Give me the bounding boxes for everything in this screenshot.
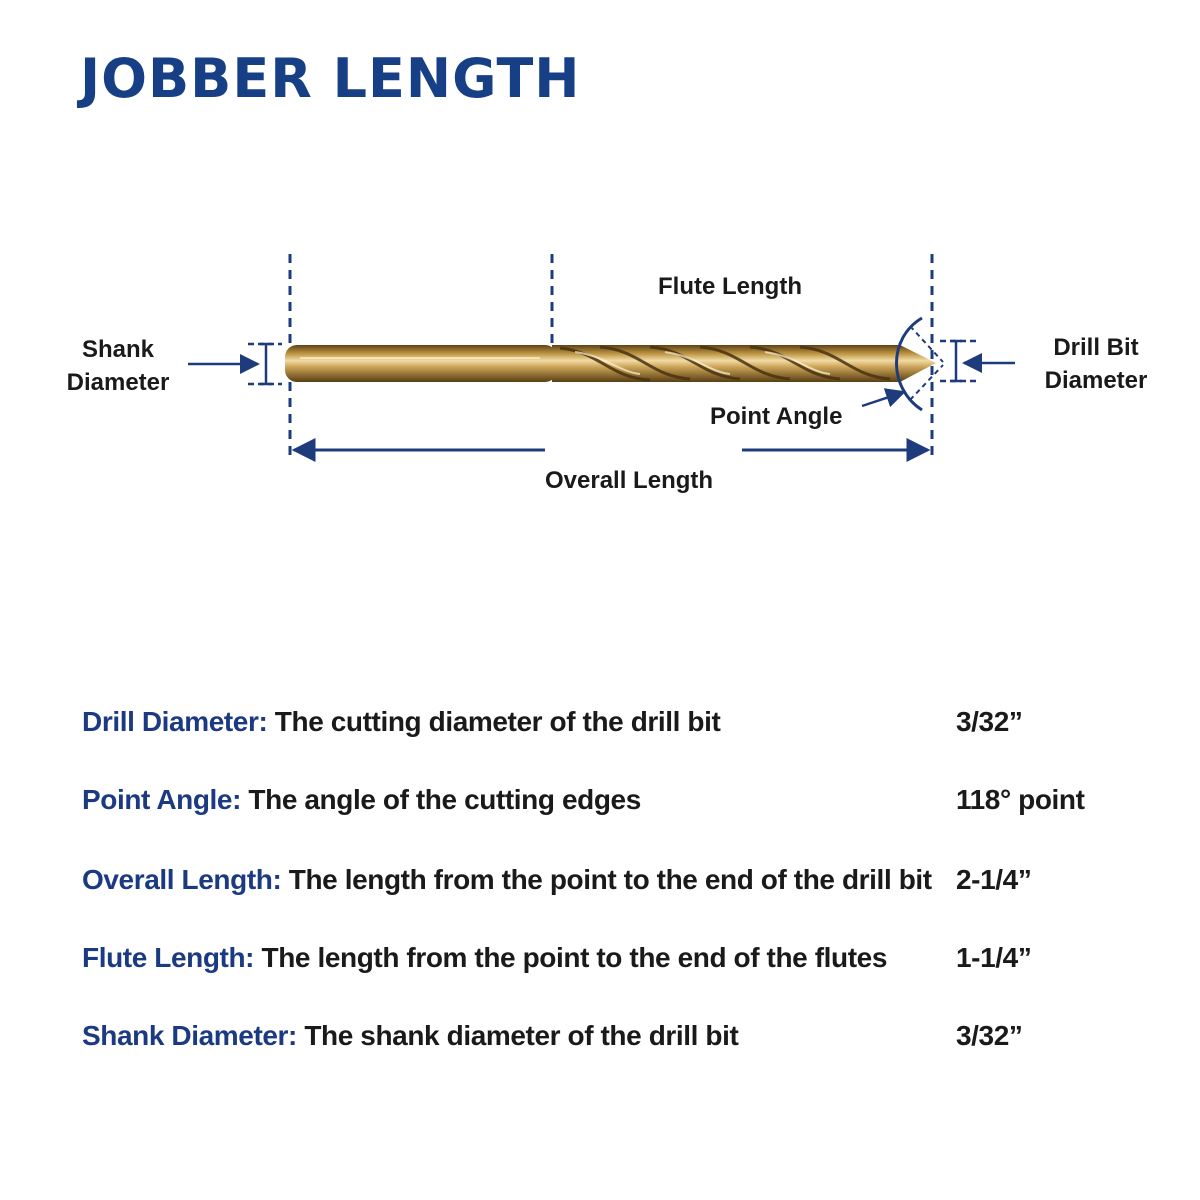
spec-row-drill-diameter xyxy=(82,702,1132,742)
drill-diameter-bracket xyxy=(940,341,978,381)
spec-value: 2-1/4” xyxy=(956,864,1032,895)
spec-term: Overall Length: xyxy=(82,864,282,895)
spec-description: The angle of the cutting edges xyxy=(241,784,641,815)
spec-description: The length from the point to the end of the flutes xyxy=(254,942,887,973)
spec-row-point-angle xyxy=(82,780,1132,820)
spec-value: 118° point xyxy=(956,784,1085,815)
spec-value: 3/32” xyxy=(956,706,1023,737)
drill-bit-diameter-label: Drill Bit Diameter xyxy=(1044,334,1148,394)
drill-shank xyxy=(285,345,557,382)
spec-description: The length from the point to the end of the drill bit xyxy=(281,864,932,895)
page-title: JOBBER LENGTH xyxy=(80,47,581,110)
spec-row-overall-length xyxy=(82,860,1132,900)
spec-value: 1-1/4” xyxy=(956,942,1032,973)
overall-length-label: Overall Length xyxy=(545,467,714,494)
spec-row-shank-diameter xyxy=(82,1016,1132,1056)
spec-description: The cutting diameter of the drill bit xyxy=(267,706,721,737)
point-angle-arrow xyxy=(862,392,904,406)
flute-length-label: Flute Length xyxy=(658,273,802,300)
drill-bit xyxy=(285,345,936,382)
spec-term: Point Angle: xyxy=(82,784,242,815)
spec-term: Flute Length: xyxy=(82,942,255,973)
spec-term: Shank Diameter: xyxy=(82,1020,297,1051)
spec-term: Drill Diameter: xyxy=(82,706,268,737)
spec-row-flute-length xyxy=(82,938,1132,978)
spec-description: The shank diameter of the drill bit xyxy=(296,1020,739,1051)
spec-value: 3/32” xyxy=(956,1020,1023,1051)
shank-diameter-label: Shank Diameter xyxy=(66,336,170,396)
point-angle-label: Point Angle xyxy=(710,403,843,430)
